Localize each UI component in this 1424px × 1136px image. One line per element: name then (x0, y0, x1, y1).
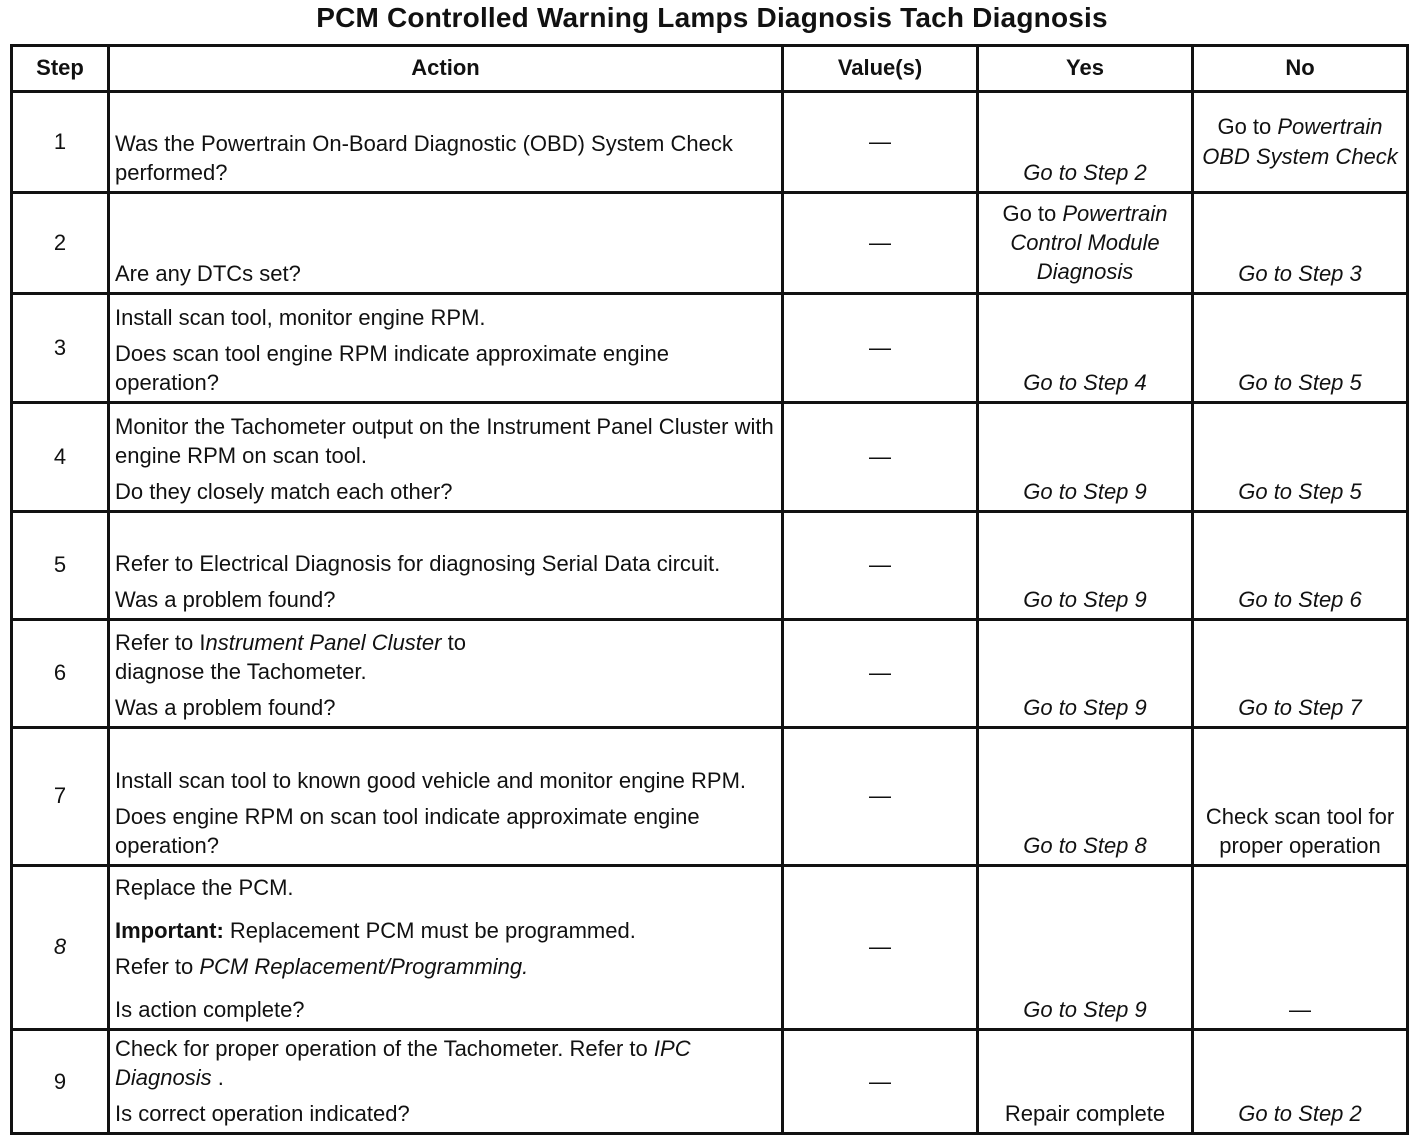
table-row (12, 193, 1408, 294)
yes-cell: Go to Step 9 (978, 403, 1193, 512)
header-values: Value(s) (783, 46, 978, 92)
action-text-tail: to diagnose the Tachometer. (115, 629, 466, 684)
reference-plain: Refer to (115, 953, 200, 979)
reference-italic: PCM Replacement/Programming. (199, 953, 529, 979)
action-cell (109, 92, 783, 193)
value-cell: — (783, 866, 978, 1030)
table-row (12, 294, 1408, 403)
header-no: No (1193, 46, 1408, 92)
action-question: Is action complete? (115, 996, 305, 1022)
table-row (12, 866, 1408, 1030)
action-question: Does engine RPM on scan tool indicate approximate engine operation? (115, 803, 700, 858)
action-question: Was a problem found? (115, 586, 336, 612)
important-label: Important: (115, 917, 224, 943)
no-text-plain: Go to (1217, 114, 1278, 140)
action-text-plain: Refer to I (115, 629, 206, 655)
action-question: Do they closely match each other? (115, 478, 453, 504)
table-header-row (12, 46, 1408, 92)
yes-cell (978, 193, 1193, 294)
value-cell: — (783, 620, 978, 728)
action-text-tail: . (211, 1065, 224, 1091)
no-cell: Go to Step 2 (1193, 1030, 1408, 1134)
yes-cell: Repair complete (978, 1030, 1193, 1134)
action-text-italic: nstrument Panel Cluster (205, 629, 442, 655)
step-number: 1 (12, 92, 109, 193)
value-cell: — (783, 403, 978, 512)
yes-cell: Go to Step 9 (978, 620, 1193, 728)
action-text: Replace the PCM. (115, 874, 294, 900)
yes-text-italic: Powertrain Control Module Diagnosis (1010, 200, 1168, 285)
action-cell (109, 403, 783, 512)
no-cell: Go to Step 3 (1193, 193, 1408, 294)
no-cell: Go to Step 7 (1193, 620, 1408, 728)
action-text (115, 628, 775, 686)
value-cell: — (783, 193, 978, 294)
yes-text-plain: Go to (1002, 200, 1063, 226)
action-question: Was a problem found? (115, 694, 336, 720)
value-cell: — (783, 294, 978, 403)
step-number: 4 (12, 403, 109, 512)
action-question: Is correct operation indicated? (115, 1101, 410, 1127)
action-text-italic: IPC Diagnosis (115, 1036, 691, 1091)
action-text: Install scan tool to known good vehicle and monitor engine RPM. (115, 767, 747, 793)
action-text (115, 1034, 775, 1092)
step-number: 8 (12, 866, 109, 1030)
action-cell (109, 620, 783, 728)
no-text-italic: Powertrain OBD System Check (1202, 114, 1398, 169)
important-text: Replacement PCM must be programmed. (223, 917, 636, 943)
action-important (115, 916, 775, 945)
value-cell: — (783, 728, 978, 866)
table-row (12, 403, 1408, 512)
header-yes: Yes (978, 46, 1193, 92)
action-text: Install scan tool, monitor engine RPM. (115, 304, 486, 330)
step-number: 7 (12, 728, 109, 866)
action-cell (109, 512, 783, 620)
action-text: Was the Powertrain On-Board Diagnostic (OBD) System Check performed? (115, 130, 733, 185)
step-number: 2 (12, 193, 109, 294)
yes-cell: Go to Step 4 (978, 294, 1193, 403)
no-cell: — (1193, 866, 1408, 1030)
value-cell: — (783, 1030, 978, 1134)
value-cell: — (783, 512, 978, 620)
no-cell (1193, 92, 1408, 193)
yes-cell: Go to Step 9 (978, 866, 1193, 1030)
table-row (12, 728, 1408, 866)
yes-cell: Go to Step 9 (978, 512, 1193, 620)
header-action: Action (109, 46, 783, 92)
action-text: Refer to Electrical Diagnosis for diagnosing Serial Data circuit. (115, 550, 721, 576)
action-cell (109, 193, 783, 294)
table-row (12, 1030, 1408, 1134)
action-cell (109, 866, 783, 1030)
no-cell: Check scan tool for proper operation (1193, 728, 1408, 866)
no-cell: Go to Step 6 (1193, 512, 1408, 620)
action-text: Monitor the Tachometer output on the Instrument Panel Cluster with engine RPM on scan tool. (115, 413, 774, 468)
header-step: Step (12, 46, 109, 92)
table-row (12, 620, 1408, 728)
step-number: 9 (12, 1030, 109, 1134)
step-number: 3 (12, 294, 109, 403)
action-text: Are any DTCs set? (115, 260, 301, 286)
step-number: 6 (12, 620, 109, 728)
action-cell (109, 1030, 783, 1134)
table-row (12, 92, 1408, 193)
diagnosis-table (10, 44, 1409, 1135)
value-cell: — (783, 92, 978, 193)
action-cell (109, 294, 783, 403)
yes-cell: Go to Step 8 (978, 728, 1193, 866)
action-cell (109, 728, 783, 866)
no-cell: Go to Step 5 (1193, 403, 1408, 512)
action-text-plain: Check for proper operation of the Tachometer. Refer to (115, 1036, 654, 1061)
page-title: PCM Controlled Warning Lamps Diagnosis Tach Diagnosis (316, 2, 1108, 33)
table-row (12, 512, 1408, 620)
action-question: Does scan tool engine RPM indicate approximate engine operation? (115, 340, 669, 395)
yes-cell: Go to Step 2 (978, 92, 1193, 193)
step-number: 5 (12, 512, 109, 620)
no-cell: Go to Step 5 (1193, 294, 1408, 403)
action-reference (115, 952, 775, 981)
